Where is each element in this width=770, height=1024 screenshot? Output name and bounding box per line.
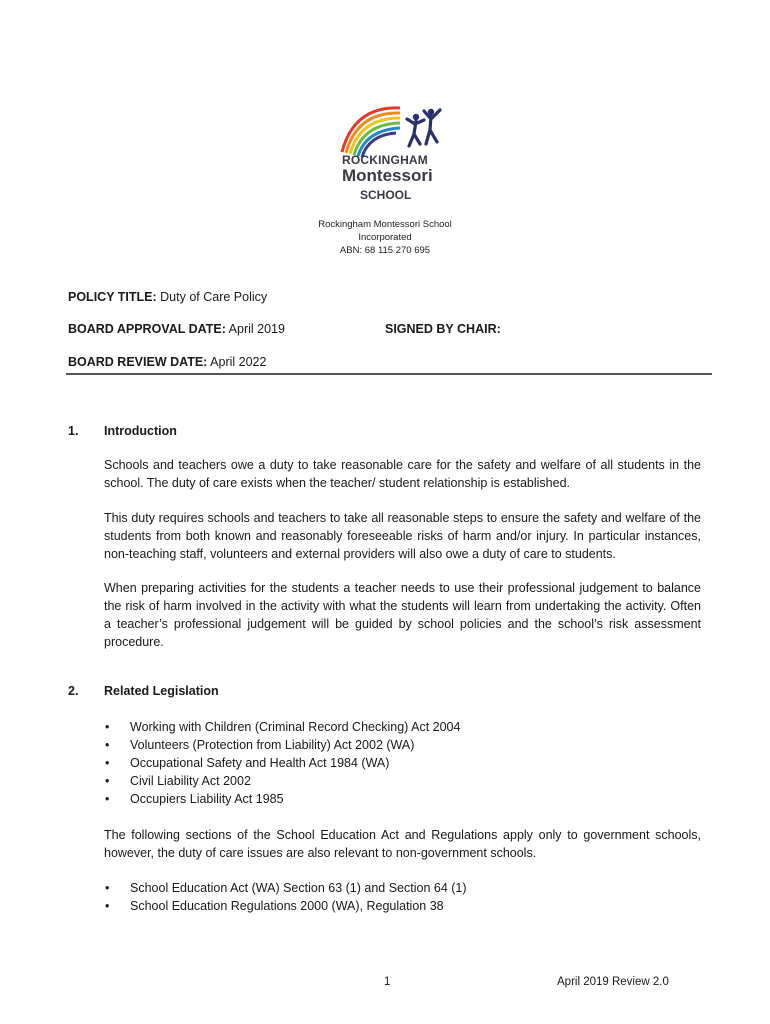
header-divider xyxy=(66,373,712,375)
org-abn: ABN: 68 115 270 695 xyxy=(339,245,431,256)
section-2-number: 2. xyxy=(68,684,79,698)
section-2-heading: Related Legislation xyxy=(104,684,219,698)
approval-date-row xyxy=(68,322,285,336)
approval-date-value: April 2019 xyxy=(228,322,285,336)
org-name: Rockingham Montessori School xyxy=(318,219,452,230)
list-item: • Occupiers Liability Act 1985 xyxy=(104,790,460,808)
list-item: • Civil Liability Act 2002 xyxy=(104,772,460,790)
signed-by-chair-label: SIGNED BY CHAIR: xyxy=(385,322,501,336)
list-item: • Occupational Safety and Health Act 1984 (WA) xyxy=(104,754,460,772)
approval-date-label: BOARD APPROVAL DATE: xyxy=(68,322,226,336)
logo-line-rockingham: ROCKINGHAM xyxy=(342,153,428,167)
rainbow-children-icon xyxy=(334,100,446,160)
section-1-heading: Introduction xyxy=(104,424,177,438)
list-item: • School Education Act (WA) Section 63 (1) and Section 64 (1) xyxy=(104,879,467,897)
section-1-paragraph-3: When preparing activities for the students a teacher needs to use their professional judgement to balance the risk of harm involved in the activity with what the students will learn from undertaking the activity. Often a teacher’s professional judgement will be guided by school policies and the school’s risk assessment procedure. xyxy=(104,581,701,649)
section-1-paragraph-2: This duty requires schools and teachers to take all reasonable steps to ensure the safety and welfare of the students from both known and reasonably foreseeable risks of harm and/or injury. In particular instances, non-teaching staff, volunteers and external providers will also owe a duty of care to students. xyxy=(104,511,701,561)
policy-title-value: Duty of Care Policy xyxy=(160,290,268,304)
logo-line-school: SCHOOL xyxy=(360,188,412,202)
review-date-label: BOARD REVIEW DATE: xyxy=(68,355,208,369)
organisation-block xyxy=(0,218,770,257)
policy-title-label: POLICY TITLE: xyxy=(68,290,157,304)
section-2-paragraph: The following sections of the School Education Act and Regulations apply only to government schools, however, the duty of care issues are also relevant to non-government schools. xyxy=(104,828,701,860)
review-date-row xyxy=(68,355,266,369)
list-item: • Working with Children (Criminal Record Checking) Act 2004 xyxy=(104,718,460,736)
document-version: April 2019 Review 2.0 xyxy=(557,976,669,988)
page-number: 1 xyxy=(384,976,391,988)
signed-by-chair xyxy=(385,322,501,336)
list-item: • School Education Regulations 2000 (WA), Regulation 38 xyxy=(104,897,467,915)
section-1-number: 1. xyxy=(68,424,79,438)
school-logo xyxy=(334,100,446,204)
list-item: • Volunteers (Protection from Liability) Act 2002 (WA) xyxy=(104,736,460,754)
policy-title-row xyxy=(68,290,267,304)
logo-line-montessori: Montessori xyxy=(342,166,433,185)
org-type: Incorporated xyxy=(358,232,412,243)
section-1-paragraph-1: Schools and teachers owe a duty to take reasonable care for the safety and welfare of all students in the school. The duty of care exists when the teacher/ student relationship is established. xyxy=(104,458,701,490)
legislation-list xyxy=(104,718,460,808)
school-education-list xyxy=(104,879,467,915)
review-date-value: April 2022 xyxy=(210,355,267,369)
